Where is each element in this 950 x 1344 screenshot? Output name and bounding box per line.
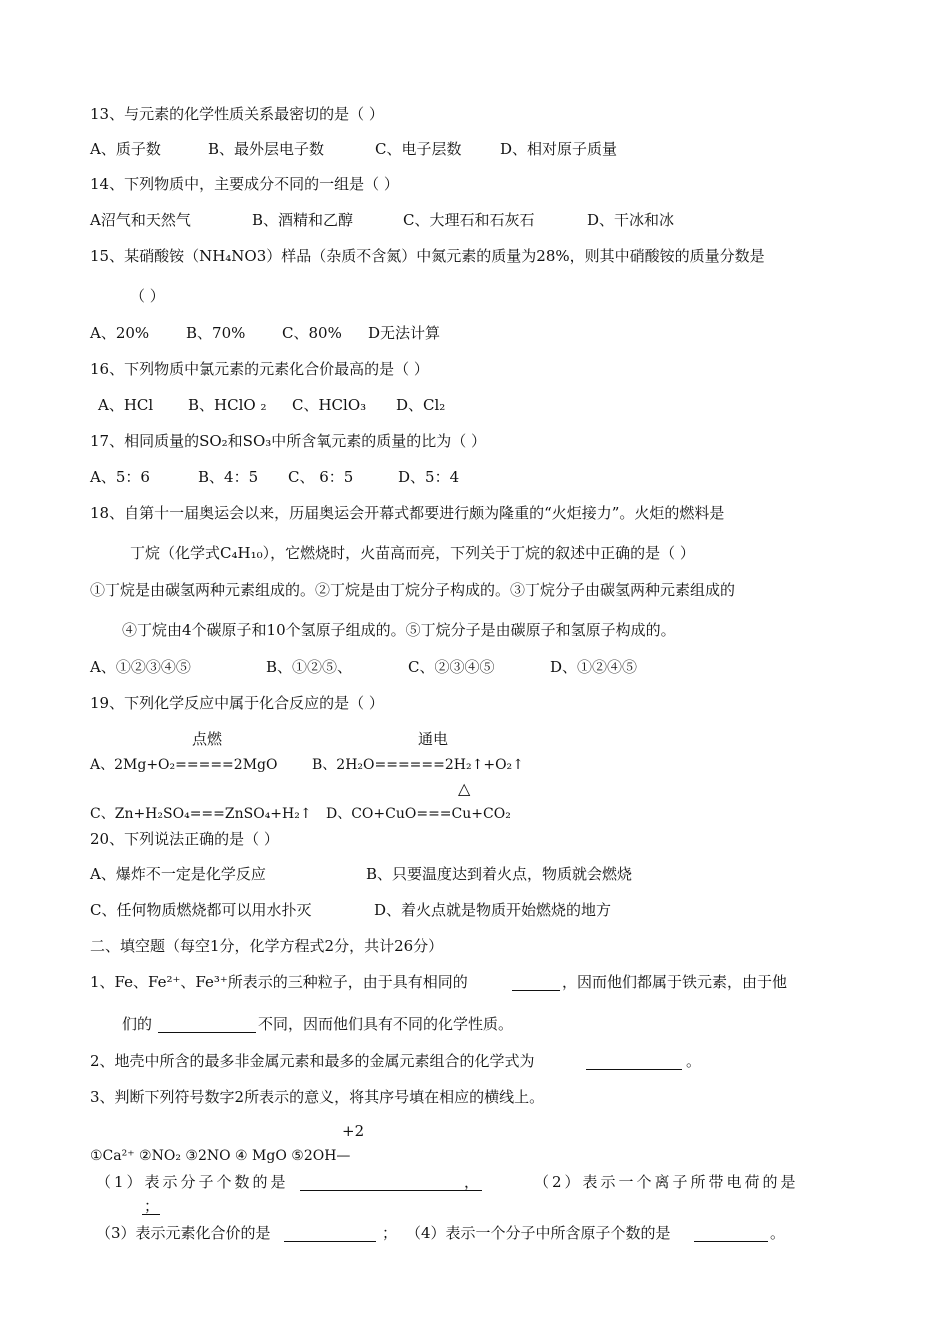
f1-blank-1[interactable] xyxy=(512,990,560,991)
q20-option-b: B、只要温度达到着火点，物质就会燃烧 xyxy=(366,865,633,883)
q17-stem: 17、相同质量的SO₂和SO₃中所含氧元素的质量的比为（ ） xyxy=(90,432,487,450)
q14-option-a: A沼气和天然气 xyxy=(90,211,191,229)
q15-option-a: A、20% xyxy=(90,324,150,342)
q13-option-d: D、相对原子质量 xyxy=(500,140,618,158)
q14-option-d: D、干冰和冰 xyxy=(587,211,675,229)
f3-blank-4[interactable] xyxy=(694,1241,768,1242)
f3-symbols: ①Ca²⁺ ②NO₂ ③2NO ④ MgO ⑤2OH— xyxy=(90,1148,351,1164)
f3-s4-label: （4）表示一个分子中所含原子个数的是 xyxy=(406,1224,671,1242)
q17-option-d: D、5：4 xyxy=(398,468,460,486)
f3-blank-1[interactable] xyxy=(300,1190,482,1191)
f3-s2-label: （2）表示一个离子所带电荷的是 xyxy=(534,1173,799,1191)
f1-part3: 们的 xyxy=(122,1015,153,1033)
section2-title: 二、填空题（每空1分，化学方程式2分，共计26分） xyxy=(90,937,444,955)
q16-option-d: D、Cl₂ xyxy=(396,396,446,414)
q19-condition-electrolysis: 通电 xyxy=(418,730,449,748)
f3-s3-label: （3）表示元素化合价的是 xyxy=(96,1224,271,1242)
q15-paren: （ ） xyxy=(130,287,165,305)
q20-stem: 20、下列说法正确的是（ ） xyxy=(90,830,279,848)
q18-statements-2: ④丁烷由4个碳原子和10个氢原子组成的。⑤丁烷分子是由碳原子和氢原子构成的。 xyxy=(122,621,676,639)
f3-s1-end: ， xyxy=(464,1173,483,1191)
q19-option-d: D、CO+CuO===Cu+CO₂ xyxy=(326,806,511,822)
q16-option-a: A、HCl xyxy=(98,396,154,414)
f3-s2-end: ； xyxy=(144,1197,160,1215)
q19-option-a: A、2Mg+O₂=====2MgO xyxy=(90,757,278,773)
q13-option-c: C、电子层数 xyxy=(375,140,462,158)
q18-stem: 18、自第十一届奥运会以来，历届奥运会开幕式都要进行颇为隆重的“火炬接力”。火炬的燃料是 xyxy=(90,504,725,522)
f2-blank[interactable] xyxy=(586,1069,682,1070)
q15-option-c: C、80% xyxy=(282,324,342,342)
q19-condition-heat: △ xyxy=(458,779,471,798)
q20-option-d: D、着火点就是物质开始燃烧的地方 xyxy=(374,901,612,919)
f3-text: 3、判断下列符号数字2所表示的意义，将其序号填在相应的横线上。 xyxy=(90,1088,545,1106)
f3-valence-mark: +2 xyxy=(342,1122,365,1140)
q18-option-d: D、①②④⑤ xyxy=(550,658,638,676)
f1-part1: 1、Fe、Fe²⁺、Fe³⁺所表示的三种粒子，由于具有相同的 xyxy=(90,973,468,991)
q19-condition-ignite: 点燃 xyxy=(192,730,223,748)
f3-blank-3[interactable] xyxy=(284,1241,376,1242)
q17-option-a: A、5：6 xyxy=(90,468,150,486)
q13-stem: 13、与元素的化学性质关系最密切的是（ ） xyxy=(90,105,384,123)
q16-option-c: C、HClO₃ xyxy=(292,396,367,414)
q19-option-b: B、2H₂O======2H₂↑+O₂↑ xyxy=(312,757,524,773)
q15-stem: 15、某硝酸铵（NH₄NO3）样品（杂质不含氮）中氮元素的质量为28%，则其中硝酸铵的质量分数是 xyxy=(90,247,765,265)
q16-option-b: B、HClO ₂ xyxy=(188,396,267,414)
q14-stem: 14、下列物质中，主要成分不同的一组是（ ） xyxy=(90,175,399,193)
q20-option-a: A、爆炸不一定是化学反应 xyxy=(90,865,266,883)
q17-option-c: C、 6：5 xyxy=(288,468,354,486)
q15-option-b: B、70% xyxy=(186,324,246,342)
q14-option-b: B、酒精和乙醇 xyxy=(252,211,354,229)
f3-s4-end: 。 xyxy=(770,1224,786,1242)
q18-stem-continued: 丁烷（化学式C₄H₁₀），它燃烧时，火苗高而亮，下列关于丁烷的叙述中正确的是（ ） xyxy=(130,544,695,562)
f1-blank-2[interactable] xyxy=(158,1032,256,1033)
q13-option-a: A、质子数 xyxy=(90,140,161,158)
q13-option-b: B、最外层电子数 xyxy=(208,140,325,158)
q15-option-d: D无法计算 xyxy=(368,324,441,342)
q19-stem: 19、下列化学反应中属于化合反应的是（ ） xyxy=(90,694,384,712)
f1-part2: ，因而他们都属于铁元素，由于他 xyxy=(562,973,788,991)
q17-option-b: B、4：5 xyxy=(198,468,259,486)
f3-s3-end: ； xyxy=(382,1224,398,1242)
q20-option-c: C、任何物质燃烧都可以用水扑灭 xyxy=(90,901,312,919)
f2-text: 2、地壳中所含的最多非金属元素和最多的金属元素组合的化学式为 xyxy=(90,1052,535,1070)
q18-option-a: A、①②③④⑤ xyxy=(90,658,191,676)
q19-option-c: C、Zn+H₂SO₄===ZnSO₄+H₂↑ xyxy=(90,806,312,822)
q14-option-c: C、大理石和石灰石 xyxy=(403,211,535,229)
q18-option-b: B、①②⑤、 xyxy=(266,658,353,676)
f2-end: 。 xyxy=(686,1052,702,1070)
f3-s1-label: （1）表示分子个数的是 xyxy=(96,1173,289,1191)
q18-option-c: C、②③④⑤ xyxy=(408,658,495,676)
q16-stem: 16、下列物质中氯元素的元素化合价最高的是（ ） xyxy=(90,360,429,378)
f1-part4: 不同，因而他们具有不同的化学性质。 xyxy=(258,1015,514,1033)
q18-statements-1: ①丁烷是由碳氢两种元素组成的。②丁烷是由丁烷分子构成的。③丁烷分子由碳氢两种元素组成的 xyxy=(90,581,736,599)
